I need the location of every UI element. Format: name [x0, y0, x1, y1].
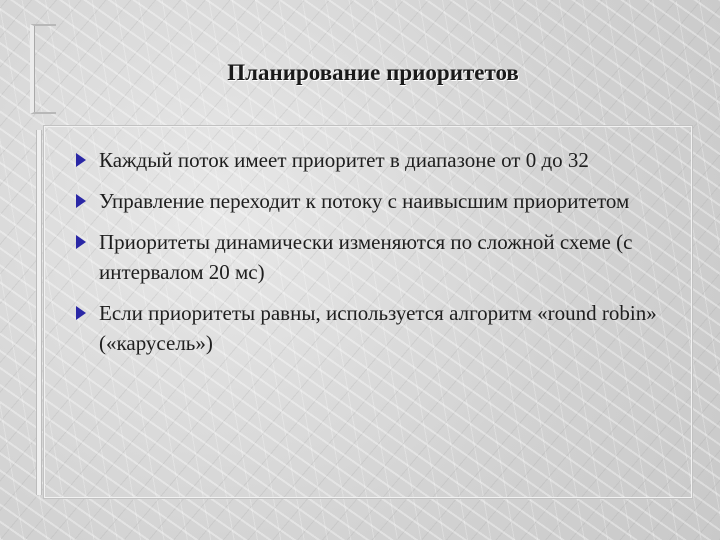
bullet-item	[76, 227, 676, 287]
bullet-item	[76, 145, 676, 175]
bullet-item	[76, 298, 676, 358]
decorative-vertical-line	[36, 130, 42, 495]
bullet-text: Приоритеты динамически изменяются по сложной схеме (с интервалом 20 мс)	[99, 230, 633, 284]
bullet-list	[76, 145, 676, 369]
bullet-text: Если приоритеты равны, используется алгоритм «round robin» («карусель»)	[99, 301, 657, 355]
bullet-item	[76, 186, 676, 216]
slide-title: Планирование приоритетов	[227, 60, 519, 85]
arrow-bullet-icon	[76, 306, 86, 320]
arrow-bullet-icon	[76, 235, 86, 249]
arrow-bullet-icon	[76, 153, 86, 167]
bullet-text: Каждый поток имеет приоритет в диапазоне от 0 до 32	[99, 148, 589, 172]
arrow-bullet-icon	[76, 194, 86, 208]
bullet-text: Управление переходит к потоку с наивысшим приоритетом	[99, 189, 630, 213]
